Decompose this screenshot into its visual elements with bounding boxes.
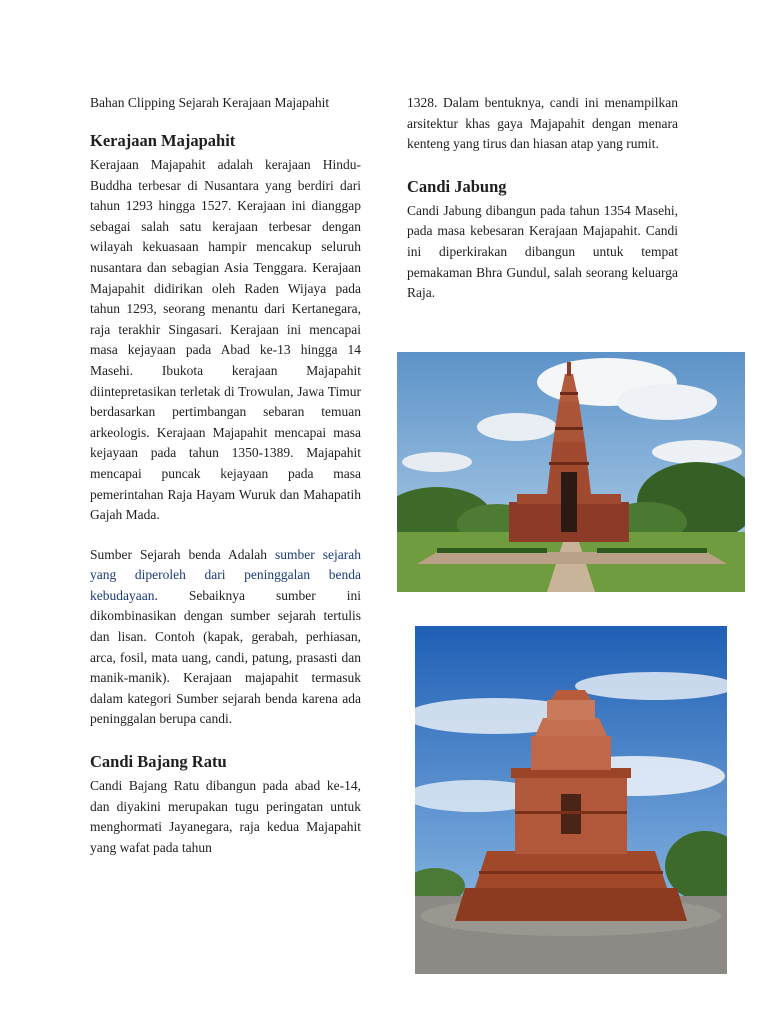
photo-candi-jabung: [415, 626, 727, 974]
left-column: [90, 93, 361, 858]
paragraph-bajang-ratu-part1: Candi Bajang Ratu dibangun pada abad ke-14, dan diyakini merupakan tugu peringatan untuk menghormati Jayanegara, raja kedua Majapahit yang wafat pada tahun: [90, 778, 361, 855]
heading-candi-bajang-ratu: Candi Bajang Ratu: [90, 752, 227, 772]
paragraph-bajang-ratu-part2: 1328. Dalam bentuknya, candi ini menampilkan arsitektur khas gaya Majapahit dengan menara kenteng yang tirus dan hiasan atap yang rumit.: [407, 95, 678, 152]
bajang-ratu-illustration: [397, 352, 745, 592]
sumber-text-start: Sumber Sejarah benda Adalah: [90, 546, 276, 562]
sumber-text-end: . Sebaiknya sumber ini dikombinasikan dengan sumber sejarah tertulis dan lisan. Contoh (kapak, gerabah, perhiasan, arca, fosil, mata uang, candi, patung, prasasti dan manik-manik). Kerajaan majapahit termasuk dalam kategori Sumber sejarah benda karena ada peninggalan berupa candi.: [90, 587, 361, 727]
heading-candi-jabung: Candi Jabung: [407, 176, 507, 196]
paragraph-kerajaan-majapahit: Kerajaan Majapahit adalah kerajaan Hindu-Buddha terbesar di Nusantara yang berdiri dari tahun 1293 hingga 1527. Kerajaan ini dianggap sebagai salah satu kerajaan terbesar dengan wilayah kekuasaan hampir mencakup seluruh nusantara dan sebagian Asia Tenggara. Kerajaan Majapahit didirikan oleh Raden Wijaya pada tahun 1293, seorang menantu dari Kertanegara, raja terakhir Singasari. Kerajaan ini mencapai masa kejayaan pada Abad ke-13 hingga 14 Masehi. Ibukota kerajaan Majapahit diintepretasikan terletak di Trowulan, Jawa Timur berdasarkan pertimbangan sebaran temuan arkeologis. Kerajaan Majapahit mencapai masa kejayaan pada tahun 1350-1389. Majapahit mencapai puncak kejayaan pada masa pemerintahan Raja Hayam Wuruk dan Mahapatih Gajah Mada.: [90, 157, 361, 523]
paragraph-sumber-sejarah: [90, 545, 361, 730]
paragraph-candi-jabung: Candi Jabung dibangun pada tahun 1354 Masehi, pada masa kebesaran Kerajaan Majapahit. Candi ini diperkirakan dibangun untuk tempat pemakaman Bhra Gundul, salah seorang keluarga Raja.: [407, 202, 678, 301]
photo-candi-bajang-ratu: [397, 352, 745, 592]
right-column: [407, 93, 678, 304]
sumber-link[interactable]: sumber sejarah yang diperoleh dari peninggalan benda kebudayaan: [90, 546, 361, 603]
document-title: Bahan Clipping Sejarah Kerajaan Majapahit: [90, 95, 330, 110]
jabung-illustration: [415, 626, 727, 974]
heading-kerajaan-majapahit: Kerajaan Majapahit: [90, 131, 236, 150]
